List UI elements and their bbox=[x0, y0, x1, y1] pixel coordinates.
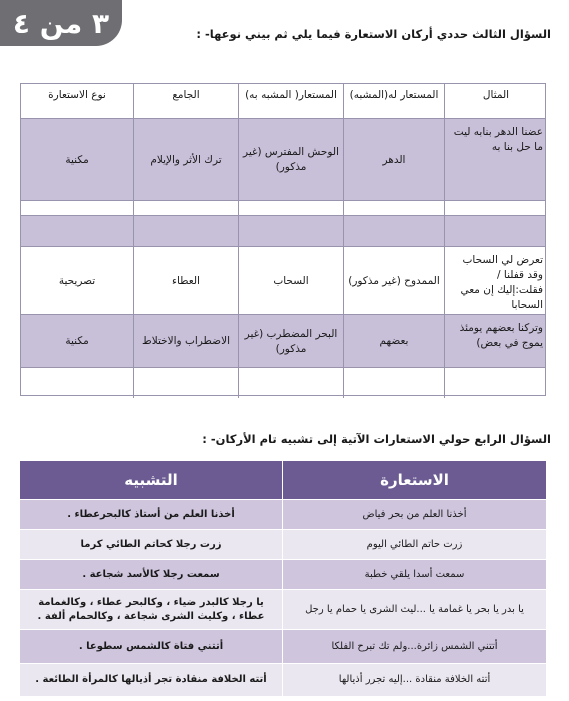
simile-cell: زرت رجلا كحاتم الطائي كرما bbox=[80, 539, 222, 550]
simile-cell: أتتني فتاة كالشمس سطوعا . bbox=[78, 641, 224, 652]
metaphor-elements-table bbox=[20, 83, 546, 396]
blank-row bbox=[21, 215, 545, 247]
metaphor-cell: أتتني الشمس زائرة...ولم تك تبرح الفلكا bbox=[331, 641, 498, 652]
metaphor-to-simile-table bbox=[20, 461, 546, 695]
type-cell: مكنية bbox=[65, 153, 89, 166]
simile-cell: أتته الخلافة منقادة تجر أذيالها كالمرأة الطائعة . bbox=[35, 674, 267, 685]
table-row bbox=[20, 589, 546, 630]
simile-cell: أخذنا العلم من أستاذ كالبحرعطاء . bbox=[67, 509, 235, 520]
simile-cell: يا رجلا كالبدر ضياء ، وكالبحر عطاء ، وكالغمامة عطاء ، وكليث الشرى شجاعة ، وكالحمام ألفة . bbox=[37, 597, 265, 622]
example-cell: تعرض لي السحاب وقد قفلنا / فقلت:إليك إن معي السحابا bbox=[444, 247, 547, 315]
table-row bbox=[21, 314, 545, 368]
common-cell: العطاء bbox=[133, 247, 238, 315]
table-row bbox=[20, 529, 546, 560]
example-cell: وتركنا بعضهم يومئذ يموج في بعض) bbox=[444, 315, 547, 368]
header-metaphor: الاستعارة bbox=[283, 461, 546, 499]
metaphor-cell: أخذنا العلم من بحر فياض bbox=[362, 509, 467, 520]
header-example: المثال bbox=[444, 84, 547, 118]
borrowed-for-cell: بعضهم bbox=[343, 315, 444, 368]
borrowed-for-cell: الممدوح (غير مذكور) bbox=[343, 247, 444, 315]
metaphor-cell: زرت حاتم الطائي اليوم bbox=[366, 539, 463, 550]
table-row bbox=[20, 663, 546, 696]
type-cell: تصريحية bbox=[58, 274, 96, 287]
metaphor-cell: سمعت أسدا يلقي خطبة bbox=[364, 569, 465, 580]
simile-cell: سمعت رجلا كالأسد شجاعة . bbox=[82, 569, 220, 580]
metaphor-cell: أتته الخلافة منقادة ...إليه تجرر أذيالها bbox=[338, 674, 491, 685]
header-type: نوع الاستعارة bbox=[48, 89, 106, 101]
header-borrowed-from: المستعار( المشبه به) bbox=[238, 84, 343, 118]
example-cell: عضنا الدهر بنابه ليت ما حل بنا به bbox=[444, 119, 547, 201]
question-four-prompt: السؤال الرابع حولي الاستعارات الآتية إلى تشبيه تام الأركان- : bbox=[202, 432, 551, 446]
question-three-prompt: السؤال الثالث حددي أركان الاستعارة فيما يلي ثم بيني نوعها- : bbox=[196, 27, 551, 41]
metaphor-cell: يا بدر يا بحر يا غمامة يا ...ليث الشرى يا حمام يا رجل bbox=[305, 604, 524, 615]
page-number-badge: ٣ من ٤ bbox=[0, 0, 122, 46]
table-row bbox=[20, 559, 546, 590]
table-header-row bbox=[21, 84, 545, 118]
header-common: الجامع bbox=[133, 84, 238, 118]
borrowed-from-cell: الوحش المفترس (غير مذكور) bbox=[238, 119, 343, 201]
table-row bbox=[20, 499, 546, 530]
table-row bbox=[21, 118, 545, 201]
header-simile: التشبيه bbox=[20, 461, 282, 499]
borrowed-from-cell: السحاب bbox=[238, 247, 343, 315]
table-row bbox=[20, 629, 546, 664]
common-cell: ترك الأثر والإيلام bbox=[133, 119, 238, 201]
header-borrowed-for: المستعار له(المشبه) bbox=[343, 84, 444, 118]
table-row bbox=[21, 246, 545, 315]
blank-row bbox=[21, 367, 545, 398]
blank-row bbox=[21, 200, 545, 216]
type-cell: مكنية bbox=[65, 335, 89, 347]
borrowed-for-cell: الدهر bbox=[343, 119, 444, 201]
common-cell: الاضطراب والاختلاط bbox=[133, 315, 238, 368]
borrowed-from-cell: البحر المضطرب (غير مذكور) bbox=[238, 315, 343, 368]
